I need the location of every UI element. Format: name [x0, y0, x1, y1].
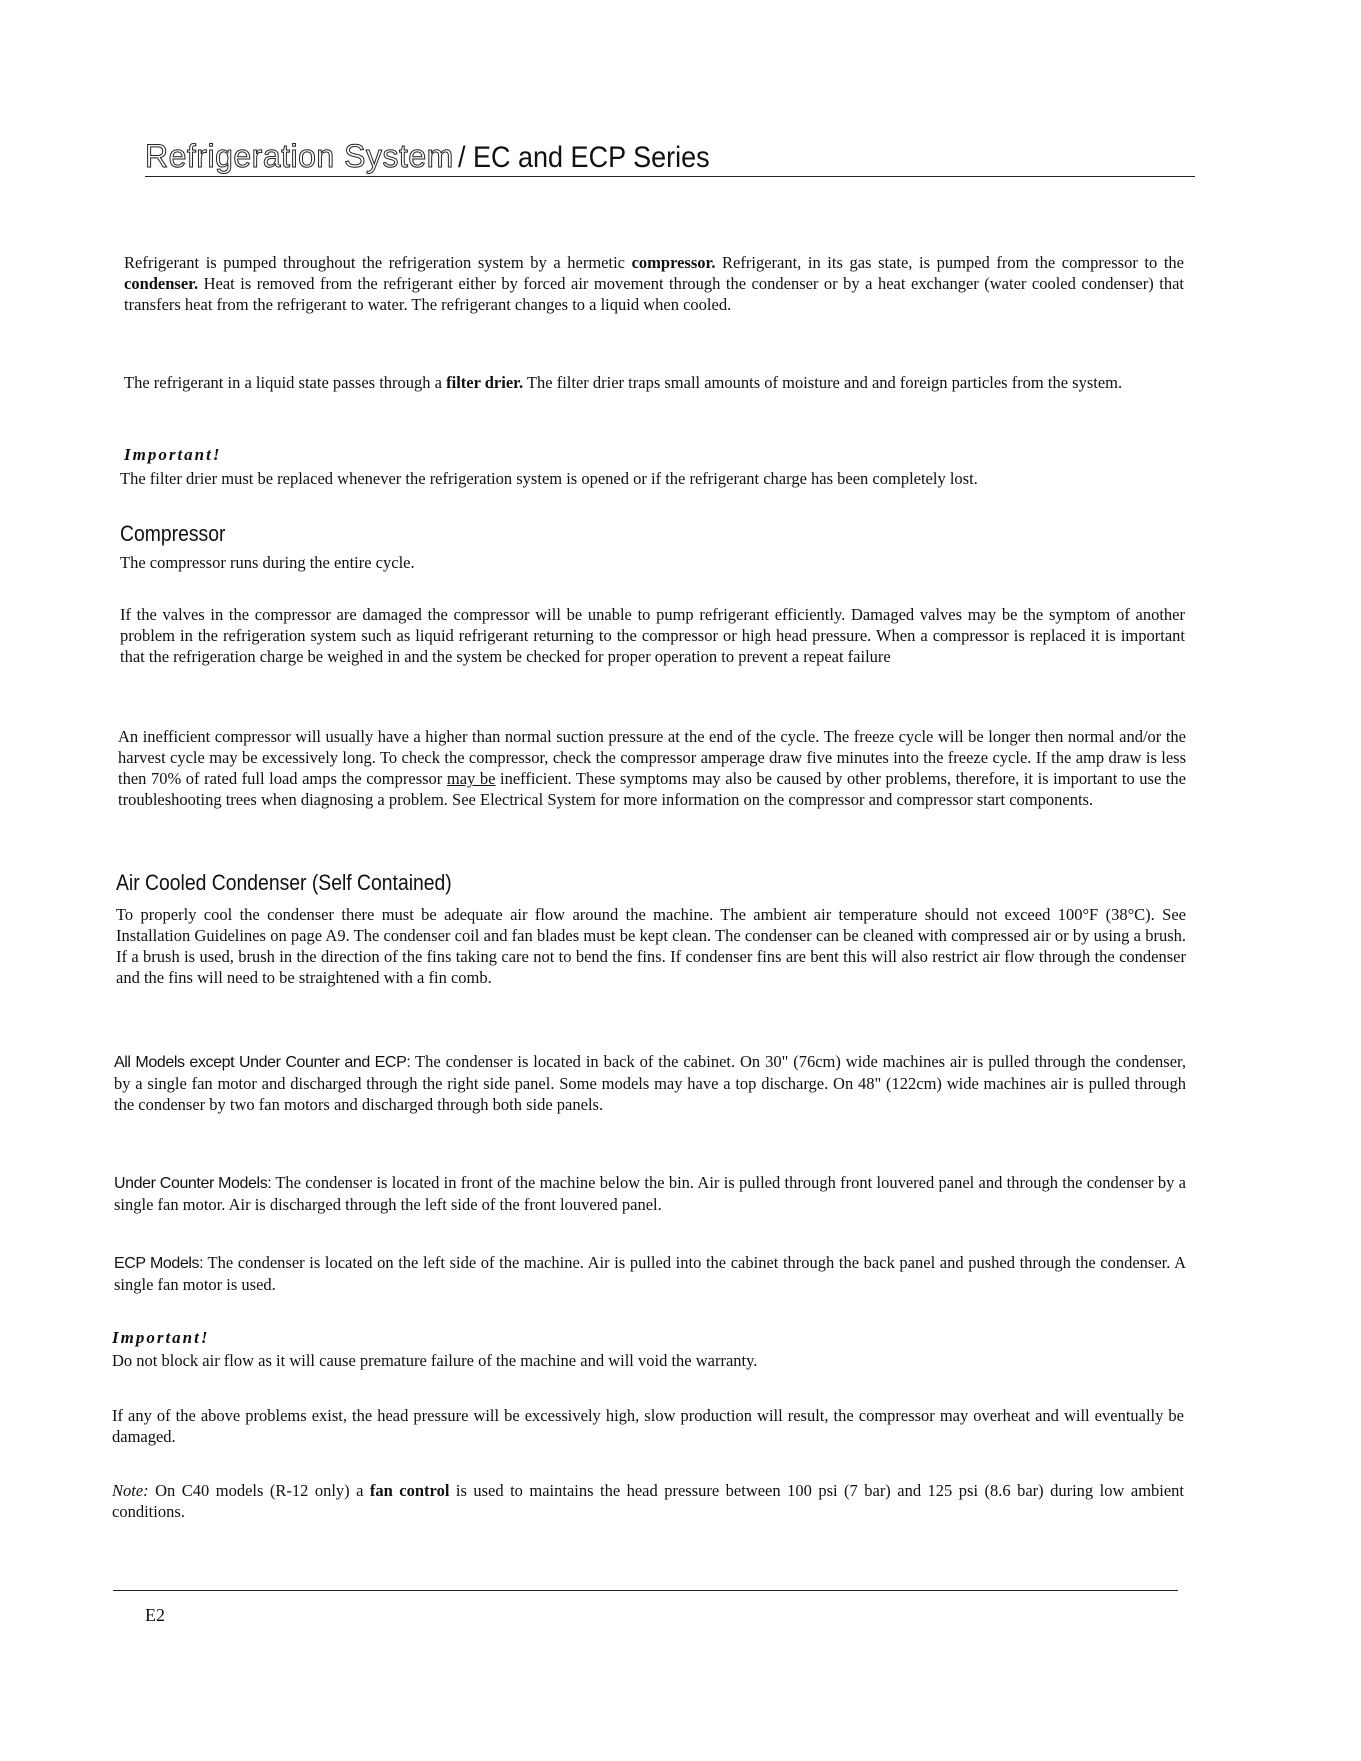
- compressor-paragraph-1: The compressor runs during the entire cycle.: [120, 553, 415, 572]
- page-number: E2: [145, 1605, 165, 1625]
- intro-paragraph: Refrigerant is pumped throughout the refrigeration system by a hermetic compressor. Refrigerant, in its gas state, is pumped from the compressor to the condenser. Heat is removed from the refrigerant either by forced air movement through the condenser or by a heat exchanger (water cooled condenser) that transfers heat from the refrigerant to water. The refrigerant changes to a liquid when cooled.: [124, 253, 1184, 314]
- compressor-paragraph-2: If the valves in the compressor are damaged the compressor will be unable to pump refrigerant efficiently. Damaged valves may be the symptom of another problem in the refrigeration system such as liquid refrigerant returning to the compressor or high head pressure. When a compressor is replaced it is important that the refrigeration charge be weighed in and the system be checked for proper operation to prevent a repeat failure: [120, 605, 1185, 666]
- important-label-2: Important!: [112, 1328, 210, 1347]
- important-text-2: Do not block air flow as it will cause premature failure of the machine and will void the warranty.: [112, 1351, 758, 1370]
- header-title-outline: Refrigeration System: [145, 138, 454, 174]
- page-header: [145, 138, 1195, 177]
- problems-paragraph: If any of the above problems exist, the head pressure will be excessively high, slow production will result, the compressor may overheat and will eventually be damaged.: [112, 1406, 1184, 1446]
- condenser-heading: Air Cooled Condenser (Self Contained): [116, 870, 452, 895]
- condenser-all-models-paragraph: All Models except Under Counter and ECP: The condenser is located in back of the cabinet. On 30" (76cm) wide machines air is pulled through the condenser, by a single fan motor and discharged through the right side panel. Some models may have a top discharge. On 48" (122cm) wide machines air is pulled through the condenser by two fan motors and discharged through both side panels.: [114, 1052, 1186, 1114]
- note-paragraph: Note: On C40 models (R-12 only) a fan control is used to maintains the head pressure between 100 psi (7 bar) and 125 psi (8.6 bar) during low ambient conditions.: [112, 1481, 1185, 1521]
- footer-divider: [113, 1590, 1178, 1591]
- condenser-under-counter-paragraph: Under Counter Models: The condenser is located in front of the machine below the bin. Air is pulled through front louvered panel and through the condenser by a single fan motor. Air is discharged through the left side of the front louvered panel.: [114, 1173, 1186, 1214]
- important-text-1: The filter drier must be replaced whenever the refrigeration system is opened or if the refrigerant charge has been completely lost.: [120, 469, 978, 488]
- header-title-series: / EC and ECP Series: [457, 141, 710, 174]
- compressor-heading: Compressor: [120, 521, 226, 546]
- condenser-paragraph-1: To properly cool the condenser there must be adequate air flow around the machine. The ambient air temperature should not exceed 100°F (38°C). See Installation Guidelines on page A9. The condenser coil and fan blades must be kept clean. The condenser can be cleaned with compressed air or by using a brush. If a brush is used, brush in the direction of the fins taking care not to bend the fins. If condenser fins are bent this will also restrict air flow through the condenser and the fins will need to be straightened with a fin comb.: [116, 905, 1186, 987]
- filter-drier-paragraph: The refrigerant in a liquid state passes through a filter drier. The filter drier traps small amounts of moisture and and foreign particles from the system.: [124, 373, 1123, 392]
- important-label-1: Important!: [124, 445, 222, 464]
- condenser-ecp-paragraph: ECP Models: The condenser is located on the left side of the machine. Air is pulled into the cabinet through the back panel and pushed through the condenser. A single fan motor is used.: [114, 1253, 1186, 1294]
- compressor-paragraph-3: An inefficient compressor will usually have a higher than normal suction pressure at the end of the cycle. The freeze cycle will be longer then normal and/or the harvest cycle may be excessively long. To check the compressor, check the compressor amperage draw five minutes into the freeze cycle. If the amp draw is less then 70% of rated full load amps the compressor may be inefficient. These symptoms may also be caused by other problems, therefore, it is important to use the troubleshooting trees when diagnosing a problem. See Electrical System for more information on the compressor and compressor start components.: [118, 727, 1187, 809]
